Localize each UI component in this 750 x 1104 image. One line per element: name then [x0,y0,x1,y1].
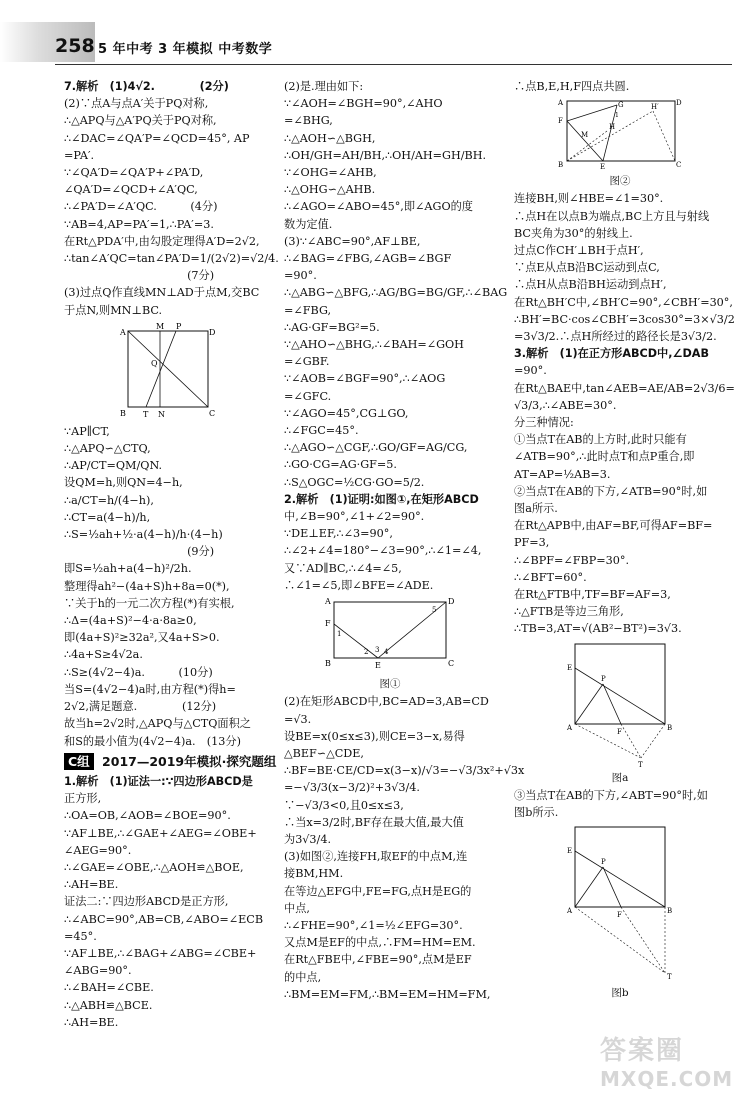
text-line: 过点C作CH′⊥BH于点H′, [514,244,644,258]
text-line: ∴△AGO∽△CGF,∴GO/GF=AG/CG, [284,441,468,455]
text-line: ∵DE⊥EF,∴∠3=90°, [284,527,393,541]
fig2-label: E [600,163,606,172]
figb-label: P [601,858,606,867]
text-line: 在Rt△FTB中,TF=BF=AF=3, [514,588,671,602]
text-line: ∴∠GAE=∠OBE,∴△AOH≌△BOE, [64,860,244,874]
fig1-label: F [325,619,331,629]
watermark-logo [600,1030,740,1100]
text-line: 在Rt△PDA′中,由勾股定理得A′D=2√2, [64,234,260,248]
text-line: 和S的最小值为(4√2−4)a. (13分) [64,734,241,748]
section-title: 2017—2019年模拟·探究题组 [102,753,277,769]
text-line: ∴AP/CT=QM/QN. [64,459,163,473]
column-3 [514,78,735,1003]
figa-label: F [617,727,622,736]
column-2 [284,78,525,1003]
text-line: =45°. [64,929,97,943]
text-line: 的中点, [284,970,322,984]
text-line: ∵AF⊥BE,∴∠GAE+∠AEG=∠OBE+ [64,826,257,840]
text-line: 即S=½ah+a(4−h)²/2h. [64,562,192,576]
figa-label: B [667,723,673,732]
text-line: (3)∵∠ABC=90°,AF⊥BE, [284,234,421,248]
col2-block-a [284,78,508,491]
text-line: ∴△OHG∽△AHB. [284,183,376,197]
text-line: ∴△AOH∽△BGH, [284,131,376,145]
fig2-label: G [618,101,624,110]
text-line: ∵∠AOH=∠BGH=90°,∠AHO [284,97,443,111]
text-line: ∴BF=BE·CE/CD=x(3−x)/√3=−√3/3x²+√3x [284,764,525,778]
col1-block-b [64,423,272,750]
text-line: =∠GBF. [284,355,330,369]
text-line: ∵∠AOB=∠BGF=90°,∴∠AOG [284,372,446,386]
text-line: 在Rt△BH′C中,∠BH′C=90°,∠CBH′=30°, [514,295,733,309]
text-line: ∠QA′D=∠QCD+∠A′QC, [64,183,198,197]
text-line: ∴点H从点B沿BH运动到点H′, [514,278,667,292]
text-line: =∠FBG, [284,303,332,317]
figure-square-mn [118,321,218,421]
fig1-label: D [448,597,455,607]
text-line: ∵△AHO∽△BHG,∴∠BAH=∠GOH [284,338,464,352]
text-line: ∴CT=a(4−h)/h, [64,510,151,524]
figa-label: E [567,663,573,672]
text-line: √3/3,∴∠ABE=30°. [514,398,617,412]
text-line: ∴∠ABC=90°,AB=CB,∠ABO=∠ECB [64,912,264,926]
text-line: 故当h=2√2时,△APQ与△CTQ面积之 [64,717,251,731]
text-line: ∴OA=OB,∠AOB=∠BOE=90°. [64,809,231,823]
text-line: (9分) [64,545,215,559]
text-line: 为3√3/4. [284,832,331,846]
fig1-label: A [325,597,331,607]
text-line: 3.解析 (1)在正方形ABCD中,∠DAB [514,347,709,361]
figb-label: E [567,847,573,856]
text-line: ∴∠BAH=∠CBE. [64,981,154,995]
text-line: ∴∠2+∠4=180°−∠3=90°,∴∠1=∠4, [284,544,482,558]
text-line: (2)在矩形ABCD中,BC=AD=3,AB=CD [284,695,489,709]
text-line: (3)如图②,连接FH,取EF的中点M,连 [284,850,468,864]
text-line: PF=3, [514,536,550,550]
text-line: 分三种情况: [514,416,574,430]
text-line: 数为定值. [284,217,333,231]
column-1 [64,78,279,1031]
figb-label: T [667,973,672,982]
figa-label: A [567,723,573,732]
figa-label: T [638,760,643,769]
fig-q-label: B [120,408,126,418]
fig1-label: 3 [375,646,380,655]
text-line: ∵AB=4,AP=PA′=1,∴PA′=3. [64,217,214,231]
text-line: ∴∠1=∠5,即∠BFE=∠ADE. [284,578,434,592]
text-line: 接BM,HM. [284,867,344,881]
text-line: ∴S=½ah+½·a(4−h)/h·(4−h) [64,528,223,542]
fig2-label: M [581,131,589,140]
text-line: (7分) [64,269,215,283]
figb-label: F [617,911,622,920]
page-header [0,0,750,66]
text-line: 在Rt△FBE中,∠FBE=90°,点M是EF [284,953,472,967]
text-line: ∴BM=EM=FM,∴BM=EM=HM=FM, [284,987,491,1001]
header-rule [55,64,732,65]
text-line: ∴△APQ∽△CTQ, [64,442,151,456]
text-line: ∵AF⊥BE,∴∠BAG+∠ABG=∠CBE+ [64,946,257,960]
text-line: ∴△APQ与△A′PQ关于PQ对称, [64,114,217,128]
text-line: ∴∠BAG=∠FBG,∠AGB=∠BGF [284,252,452,266]
figure-a-caption: 图a [611,771,629,784]
fig2-label: 1 [615,112,619,120]
col3-block-c [514,787,726,821]
text-line: 1.解析 (1)证法一:∵四边形ABCD是 [64,774,253,788]
fig1-label: C [448,659,455,669]
text-line: ∴OH/GH=AH/BH,∴OH/AH=GH/BH. [284,148,487,162]
text-line: ∴△ABG∽△BFG,∴AG/BG=BG/GF,∴∠BAG [284,286,508,300]
text-line: =∠GFC. [284,389,332,403]
text-line: ∵∠AGO=45°,CG⊥GO, [284,406,409,420]
figure-b [565,823,675,983]
text-line: △BEF∽△CDE, [284,746,364,760]
text-line: 又点M是EF的中点,∴FM=HM=EM. [284,936,476,950]
text-line: 设BE=x(0≤x≤3),则CE=3−x,易得 [284,729,465,743]
fig2-label: A [558,99,564,108]
fig-q-label: P [176,321,182,331]
watermark-top: 答案圈 [600,1036,685,1066]
fig2-label: H [609,123,616,132]
text-line: (2)是.理由如下: [284,80,364,93]
text-line: ②当点T在AB的下方,∠ATB=90°时,如 [514,484,708,498]
fig-q-label: Q [151,358,158,368]
text-line: ∴S≥(4√2−4)a. (10分) [64,665,213,679]
text-line: ∵−√3/3<0,且0≤x≤3, [284,798,404,812]
fig1-label: E [375,661,381,671]
text-line: ∴∠BFT=60°. [514,570,587,584]
text-line: 即(4a+S)²≥32a²,又4a+S>0. [64,631,220,645]
text-line: 证法二:∵四边形ABCD是正方形, [64,895,229,909]
text-line: ∴△ABH≌△BCE. [64,998,153,1012]
text-line: ∵∠QA′D=∠QA′P+∠PA′D, [64,166,204,180]
fig1-label: B [325,659,331,669]
text-line: 图a所示. [514,502,558,516]
text-line: ∠AEG=90°. [64,843,132,857]
figb-label: B [667,907,673,916]
fig-q-label: T [143,409,149,419]
fig-q-label: M [156,321,165,331]
text-line: =90°. [514,364,547,378]
text-line: ∵点E从点B沿BC运动到点C, [514,261,660,275]
text-line: ∴GO·CG=AG·GF=5. [284,458,397,472]
text-line: ∴Δ=(4a+S)²−4·a·8a≥0, [64,614,197,628]
text-line: 图b所示. [514,806,559,820]
text-line: ∴S△OGC=½CG·GO=5/2. [284,475,425,489]
text-line: ∴AG·GF=BG²=5. [284,320,380,334]
section-heading [64,753,277,770]
text-line: ∴AH=BE. [64,878,119,892]
fig-q-label: N [158,409,165,419]
text-line: ∠ATB=90°,∴此时点T和点P重合,即 [514,450,695,464]
watermark-bottom: MXQE.COM [600,1067,734,1091]
text-line: =90°. [284,269,317,283]
text-line: 设QM=h,则QN=4−h, [64,476,183,490]
col1-block-a [64,78,279,319]
text-line: ∵∠OHG=∠AHB, [284,166,377,180]
text-line: 整理得ah²−(4a+S)h+8a=0(*), [64,579,230,593]
book-title: 5 年中考 3 年模拟 中考数学 [98,42,273,57]
fig1-label: 5 [432,606,437,615]
text-line: ∴a/CT=h/(4−h), [64,493,154,507]
text-line: ∴∠AGO=∠ABO=45°,即∠AGO的度 [284,200,473,214]
text-line: 中,∠B=90°,∠1+∠2=90°. [284,510,425,524]
fig2-label: F [558,117,563,126]
text-line: AT=AP=½AB=3. [514,467,611,481]
fig-q-label: C [209,408,216,418]
text-line: ∴∠FHE=90°,∠1=½∠EFG=30°. [284,918,463,932]
text-line: ∴△FTB是等边三角形, [514,605,624,619]
text-line: =∠BHG, [284,114,333,128]
col3-block-a [514,78,726,95]
text-line: 2.解析 (1)证明:如图①,在矩形ABCD [284,492,479,506]
col3-block-b [514,190,735,637]
text-line: ∴TB=3,AT=√(AB²−BT²)=3√3. [514,622,682,636]
text-line: 在等边△EFG中,FE=FG,点H是EG的 [284,884,472,898]
text-line: 中点, [284,901,310,915]
figure-2-caption: 图② [609,175,631,188]
col2-block-c [284,693,525,1003]
text-line: =√3. [284,712,312,726]
text-line: ∠ABG=90°. [64,964,132,978]
figb-label: A [567,907,573,916]
figure-1-caption: 图① [379,678,401,691]
text-line: 又∵AD∥BC,∴∠4=∠5, [284,561,402,575]
fig2-label: H′ [651,103,659,112]
col2-block-b [284,491,496,594]
text-line: (3)过点Q作直线MN⊥AD于点M,交BC [64,286,260,300]
text-line: ∴AH=BE. [64,1015,119,1029]
text-line: ∴∠DAC=∠QA′P=∠QCD=45°, AP [64,131,250,145]
text-line: ∴tan∠A′QC=tan∠PA′D=1/(2√2)=√2/4. [64,252,279,266]
text-line: 当S=(4√2−4)a时,由方程(*)得h= [64,682,236,696]
figure-b-caption: 图b [611,987,629,1000]
text-line: ∴点H在以点B为端点,BC上方且与射线 [514,209,710,223]
page-number: 258 [55,35,95,57]
figure-a [565,640,675,768]
text-line: 于点N,则MN⊥BC. [64,303,163,317]
text-line: ③当点T在AB的下方,∠ABT=90°时,如 [514,788,708,802]
text-line: BC夹角为30°的射线上. [514,226,633,240]
fig1-label: 4 [384,648,389,657]
text-line: ∴∠FGC=45°. [284,424,359,438]
text-line: ∴∠BPF=∠FBP=30°. [514,553,630,567]
text-line: =PA′. [64,148,95,162]
figure-2 [555,97,685,171]
text-line: ∴∠PA′D=∠A′QC. (4分) [64,200,218,214]
text-line: 在Rt△BAE中,tan∠AEB=AE/AB=2√3/6= [514,381,735,395]
text-line: 7.解析 (1)4√2. (2分) [64,80,229,93]
text-line: 连接BH,则∠HBE=∠1=30°. [514,192,664,206]
fig1-label: 1 [337,630,342,639]
text-line: ①当点T在AB的上方时,此时只能有 [514,433,687,447]
text-line: ∵关于h的一元二次方程(*)有实根, [64,596,235,610]
fig2-label: D [676,99,682,108]
text-line: 2√2,满足题意. (12分) [64,700,217,714]
text-line: ∴4a+S≥4√2a. [64,648,143,662]
figure-1 [320,596,460,674]
section-label: C组 [64,753,94,770]
text-line: (2)∵点A与点A′关于PQ对称, [64,97,209,111]
text-line: ∴当x=3/2时,BF存在最大值,最大值 [284,815,464,829]
text-line: ∴点B,E,H,F四点共圆. [514,80,630,93]
text-line: 正方形, [64,792,102,806]
text-line: 在Rt△APB中,由AF=BF,可得AF=BF= [514,519,713,533]
fig-q-label: A [120,327,126,337]
fig-q-label: D [209,327,216,337]
text-line: ∵AP∥CT, [64,424,110,438]
text-line: ∴BH′=BC·cos∠CBH′=3cos30°=3×√3/2 [514,312,735,326]
col1-block-c [64,773,272,1031]
figa-label: P [601,674,606,683]
text-line: =−√3/3(x−3/2)²+3√3/4. [284,781,420,795]
text-line: =3√3/2.∴点H所经过的路径长是3√3/2. [514,330,717,344]
fig2-label: C [676,161,682,170]
fig2-label: B [558,161,564,170]
fig1-label: 2 [364,648,369,657]
